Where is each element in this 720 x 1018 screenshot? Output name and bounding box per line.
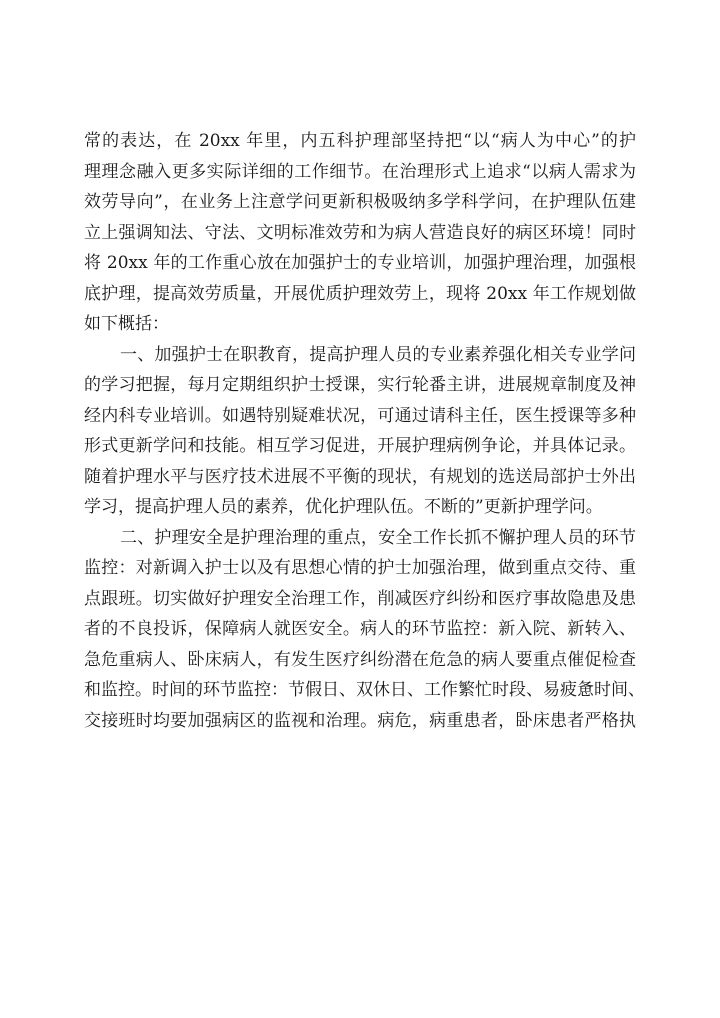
- text-line: 者的不良投诉，保障病人就医安全。病人的环节监控：新入院、新转入、: [84, 619, 636, 639]
- text-line: 经内科专业培训。如遇特别疑难状况，可通过请科主任，医生授课等多种: [84, 405, 636, 426]
- text-line: 如下概括：: [84, 314, 169, 334]
- text-line: 和监控。时间的环节监控：节假日、双休日、工作繁忙时段、易疲惫时间、: [84, 680, 645, 700]
- text-line: 底护理，提高效劳质量，开展优质护理效劳上，现将 20xx 年工作规划做: [84, 283, 636, 304]
- text-line: 监控：对新调入护士以及有思想心情的护士加强治理，做到重点交待、重: [84, 558, 636, 578]
- text-line: 形式更新学问和技能。相互学习促进，开展护理病例争论，并具体记录。: [84, 436, 636, 456]
- document-body: [84, 126, 645, 736]
- text-line: 将 20xx 年的工作重心放在加强护士的专业培训，加强护理治理，加强根: [84, 253, 636, 273]
- text-line: 交接班时均要加强病区的监视和治理。病危，病重患者，卧床患者严格执: [84, 710, 636, 731]
- text-line: 理理念融入更多实际详细的工作细节。在治理形式上追求“以病人需求为: [84, 161, 636, 182]
- text-line: 效劳导向”，在业务上注意学问更新积极吸纳多学科学问，在护理队伍建: [84, 192, 636, 212]
- paragraph-intro: [84, 126, 636, 340]
- paragraph-section-two: [84, 523, 645, 737]
- text-line: 急危重病人、卧床病人，有发生医疗纠纷潜在危急的病人要重点催促检查: [84, 649, 636, 670]
- text-line: 点跟班。切实做好护理安全治理工作，削减医疗纠纷和医疗事故隐患及患: [84, 588, 636, 609]
- text-line: 立上强调知法、守法、文明标准效劳和为病人营造良好的病区环境！同时: [84, 222, 636, 243]
- text-line: 随着护理水平与医疗技术进展不平衡的现状，有规划的选送局部护士外出: [84, 466, 636, 487]
- text-line: 学习，提高护理人员的素养，优化护理队伍。不断的”更新护理学问。: [84, 497, 603, 517]
- text-line: 的学习把握，每月定期组织护士授课，实行轮番主讲，进展规章制度及神: [84, 375, 636, 395]
- text-line: 常的表达，在 20xx 年里，内五科护理部坚持把“以“病人为中心”的护: [84, 131, 636, 151]
- text-line: 二、护理安全是护理治理的重点，安全工作长抓不懈护理人员的环节: [120, 527, 636, 548]
- text-line: 一、加强护士在职教育，提高护理人员的专业素养强化相关专业学问: [120, 344, 636, 365]
- paragraph-section-one: [84, 340, 636, 523]
